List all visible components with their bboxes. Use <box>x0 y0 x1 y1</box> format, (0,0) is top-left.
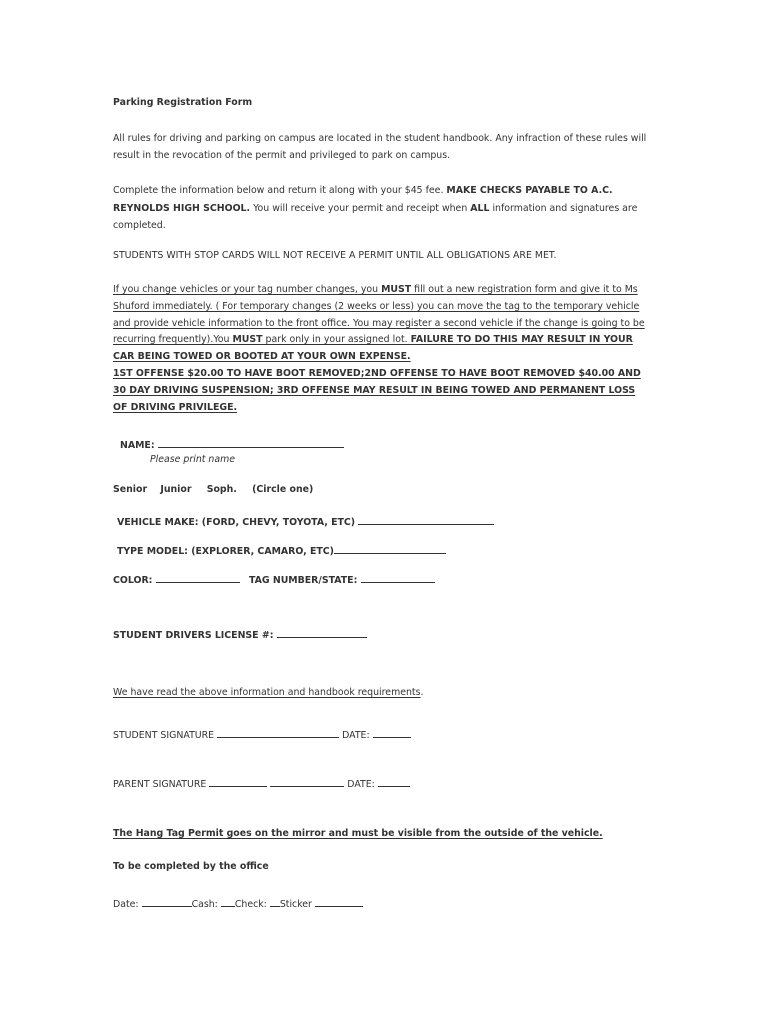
grade-senior[interactable]: Senior <box>113 484 148 495</box>
instructions-text: You will receive your permit and receipt when <box>250 203 471 214</box>
office-check-input[interactable] <box>270 896 280 907</box>
grade-junior[interactable]: Junior <box>160 484 192 495</box>
student-signature-label: STUDENT SIGNATURE <box>113 730 215 741</box>
instructions-line-3: completed. <box>113 220 166 231</box>
acknowledgement-period: . <box>420 687 424 698</box>
circle-one-note: (Circle one) <box>252 484 314 495</box>
office-cash-input[interactable] <box>221 896 235 907</box>
school-name: REYNOLDS HIGH SCHOOL. <box>113 203 251 214</box>
office-cash-label: Cash: <box>191 899 218 910</box>
fee-text: Complete the information below and return it along with your $45 fee. <box>113 185 447 196</box>
office-sticker-label: Sticker <box>279 899 312 910</box>
parent-signature-input-2[interactable] <box>270 776 344 787</box>
payable-text: MAKE CHECKS PAYABLE TO A.C. <box>446 185 613 196</box>
parent-date-input[interactable] <box>378 776 410 787</box>
parent-signature-label: PARENT SIGNATURE <box>113 779 207 790</box>
intro-line-2: result in the revocation of the permit and privileged to park on campus. <box>113 150 451 161</box>
office-sticker-input[interactable] <box>315 896 363 907</box>
acknowledgement-text: We have read the above information and handbook requirements <box>113 687 421 698</box>
office-heading: To be completed by the office <box>113 861 269 872</box>
type-model-label: TYPE MODEL: (EXPLORER, CAMARO, ETC) <box>117 546 334 557</box>
parent-date-label: DATE: <box>347 779 375 790</box>
must-emphasis: MUST <box>381 284 412 295</box>
color-input[interactable] <box>156 572 240 583</box>
acknowledgement <box>113 687 423 699</box>
all-emphasis: ALL <box>470 203 490 214</box>
tag-number-input[interactable] <box>361 572 435 583</box>
offense-line-1: 1ST OFFENSE $20.00 TO HAVE BOOT REMOVED;2ND OFFENSE TO HAVE BOOT REMOVED $40.00 AND <box>113 368 641 379</box>
student-date-label: DATE: <box>342 730 370 741</box>
must-emphasis: MUST <box>232 334 263 345</box>
color-label: COLOR: <box>113 575 153 586</box>
vehicle-change-text: park only in your assigned lot. <box>262 334 411 345</box>
intro-line-1: All rules for driving and parking on campus are located in the student handbook. Any infraction of these rules will <box>113 133 647 144</box>
office-check-label: Check: <box>234 899 267 910</box>
name-input[interactable] <box>158 437 344 448</box>
student-signature-input[interactable] <box>217 727 339 738</box>
grade-options <box>113 484 313 496</box>
license-field <box>113 627 367 642</box>
vehicle-change-line-4 <box>113 334 633 346</box>
student-date-input[interactable] <box>373 727 411 738</box>
offense-line-3: OF DRIVING PRIVILEGE. <box>113 402 238 413</box>
office-date-input[interactable] <box>142 896 192 907</box>
vehicle-change-text: If you change vehicles or your tag number changes, you <box>113 284 382 295</box>
name-label: NAME: <box>120 440 155 451</box>
student-signature-row <box>113 727 411 742</box>
vehicle-change-text: recurring frequently).You <box>113 334 233 345</box>
vehicle-make-input[interactable] <box>358 514 494 525</box>
offense-line-2: 30 DAY DRIVING SUSPENSION; 3RD OFFENSE MAY RESULT IN BEING TOWED AND PERMANENT LOSS <box>113 385 636 396</box>
failure-emphasis: FAILURE <box>410 334 454 345</box>
vehicle-make-field <box>117 514 494 529</box>
form-title: Parking Registration Form <box>113 97 253 108</box>
license-label: STUDENT DRIVERS LICENSE #: <box>113 630 274 641</box>
color-tag-field <box>113 572 435 587</box>
office-date-label: Date: <box>113 899 139 910</box>
instructions-line-1 <box>113 185 613 197</box>
tow-warning: TO DO THIS MAY RESULT IN YOUR <box>453 334 633 345</box>
license-input[interactable] <box>277 627 367 638</box>
type-model-input[interactable] <box>334 543 446 554</box>
parent-signature-input-1[interactable] <box>209 776 267 787</box>
vehicle-change-text: fill out a new registration form and give it to Ms <box>411 284 638 295</box>
vehicle-change-line-5: CAR BEING TOWED OR BOOTED AT YOUR OWN EXPENSE. <box>113 351 411 362</box>
name-hint: Please print name <box>150 454 235 465</box>
name-field <box>120 437 344 452</box>
vehicle-change-line-2: Shuford immediately. ( For temporary changes (2 weeks or less) you can move the tag to the temporary vehicle <box>113 301 640 312</box>
office-row <box>113 896 363 911</box>
tag-number-label: TAG NUMBER/STATE: <box>248 575 358 586</box>
hang-tag-notice: The Hang Tag Permit goes on the mirror and must be visible from the outside of the vehicle. <box>113 828 603 839</box>
vehicle-make-label: VEHICLE MAKE: (FORD, CHEVY, TOYOTA, ETC) <box>117 517 356 528</box>
instructions-line-2 <box>113 203 637 215</box>
stop-cards-notice: STUDENTS WITH STOP CARDS WILL NOT RECEIVE A PERMIT UNTIL ALL OBLIGATIONS ARE MET. <box>113 250 557 261</box>
vehicle-change-line-3: and provide vehicle information to the front office. You may register a second vehicle if the change is going to be <box>113 318 645 329</box>
instructions-text: information and signatures are <box>489 203 638 214</box>
parent-signature-row <box>113 776 410 791</box>
vehicle-change-line-1 <box>113 284 638 296</box>
grade-soph[interactable]: Soph. <box>206 484 237 495</box>
type-model-field <box>117 543 446 558</box>
